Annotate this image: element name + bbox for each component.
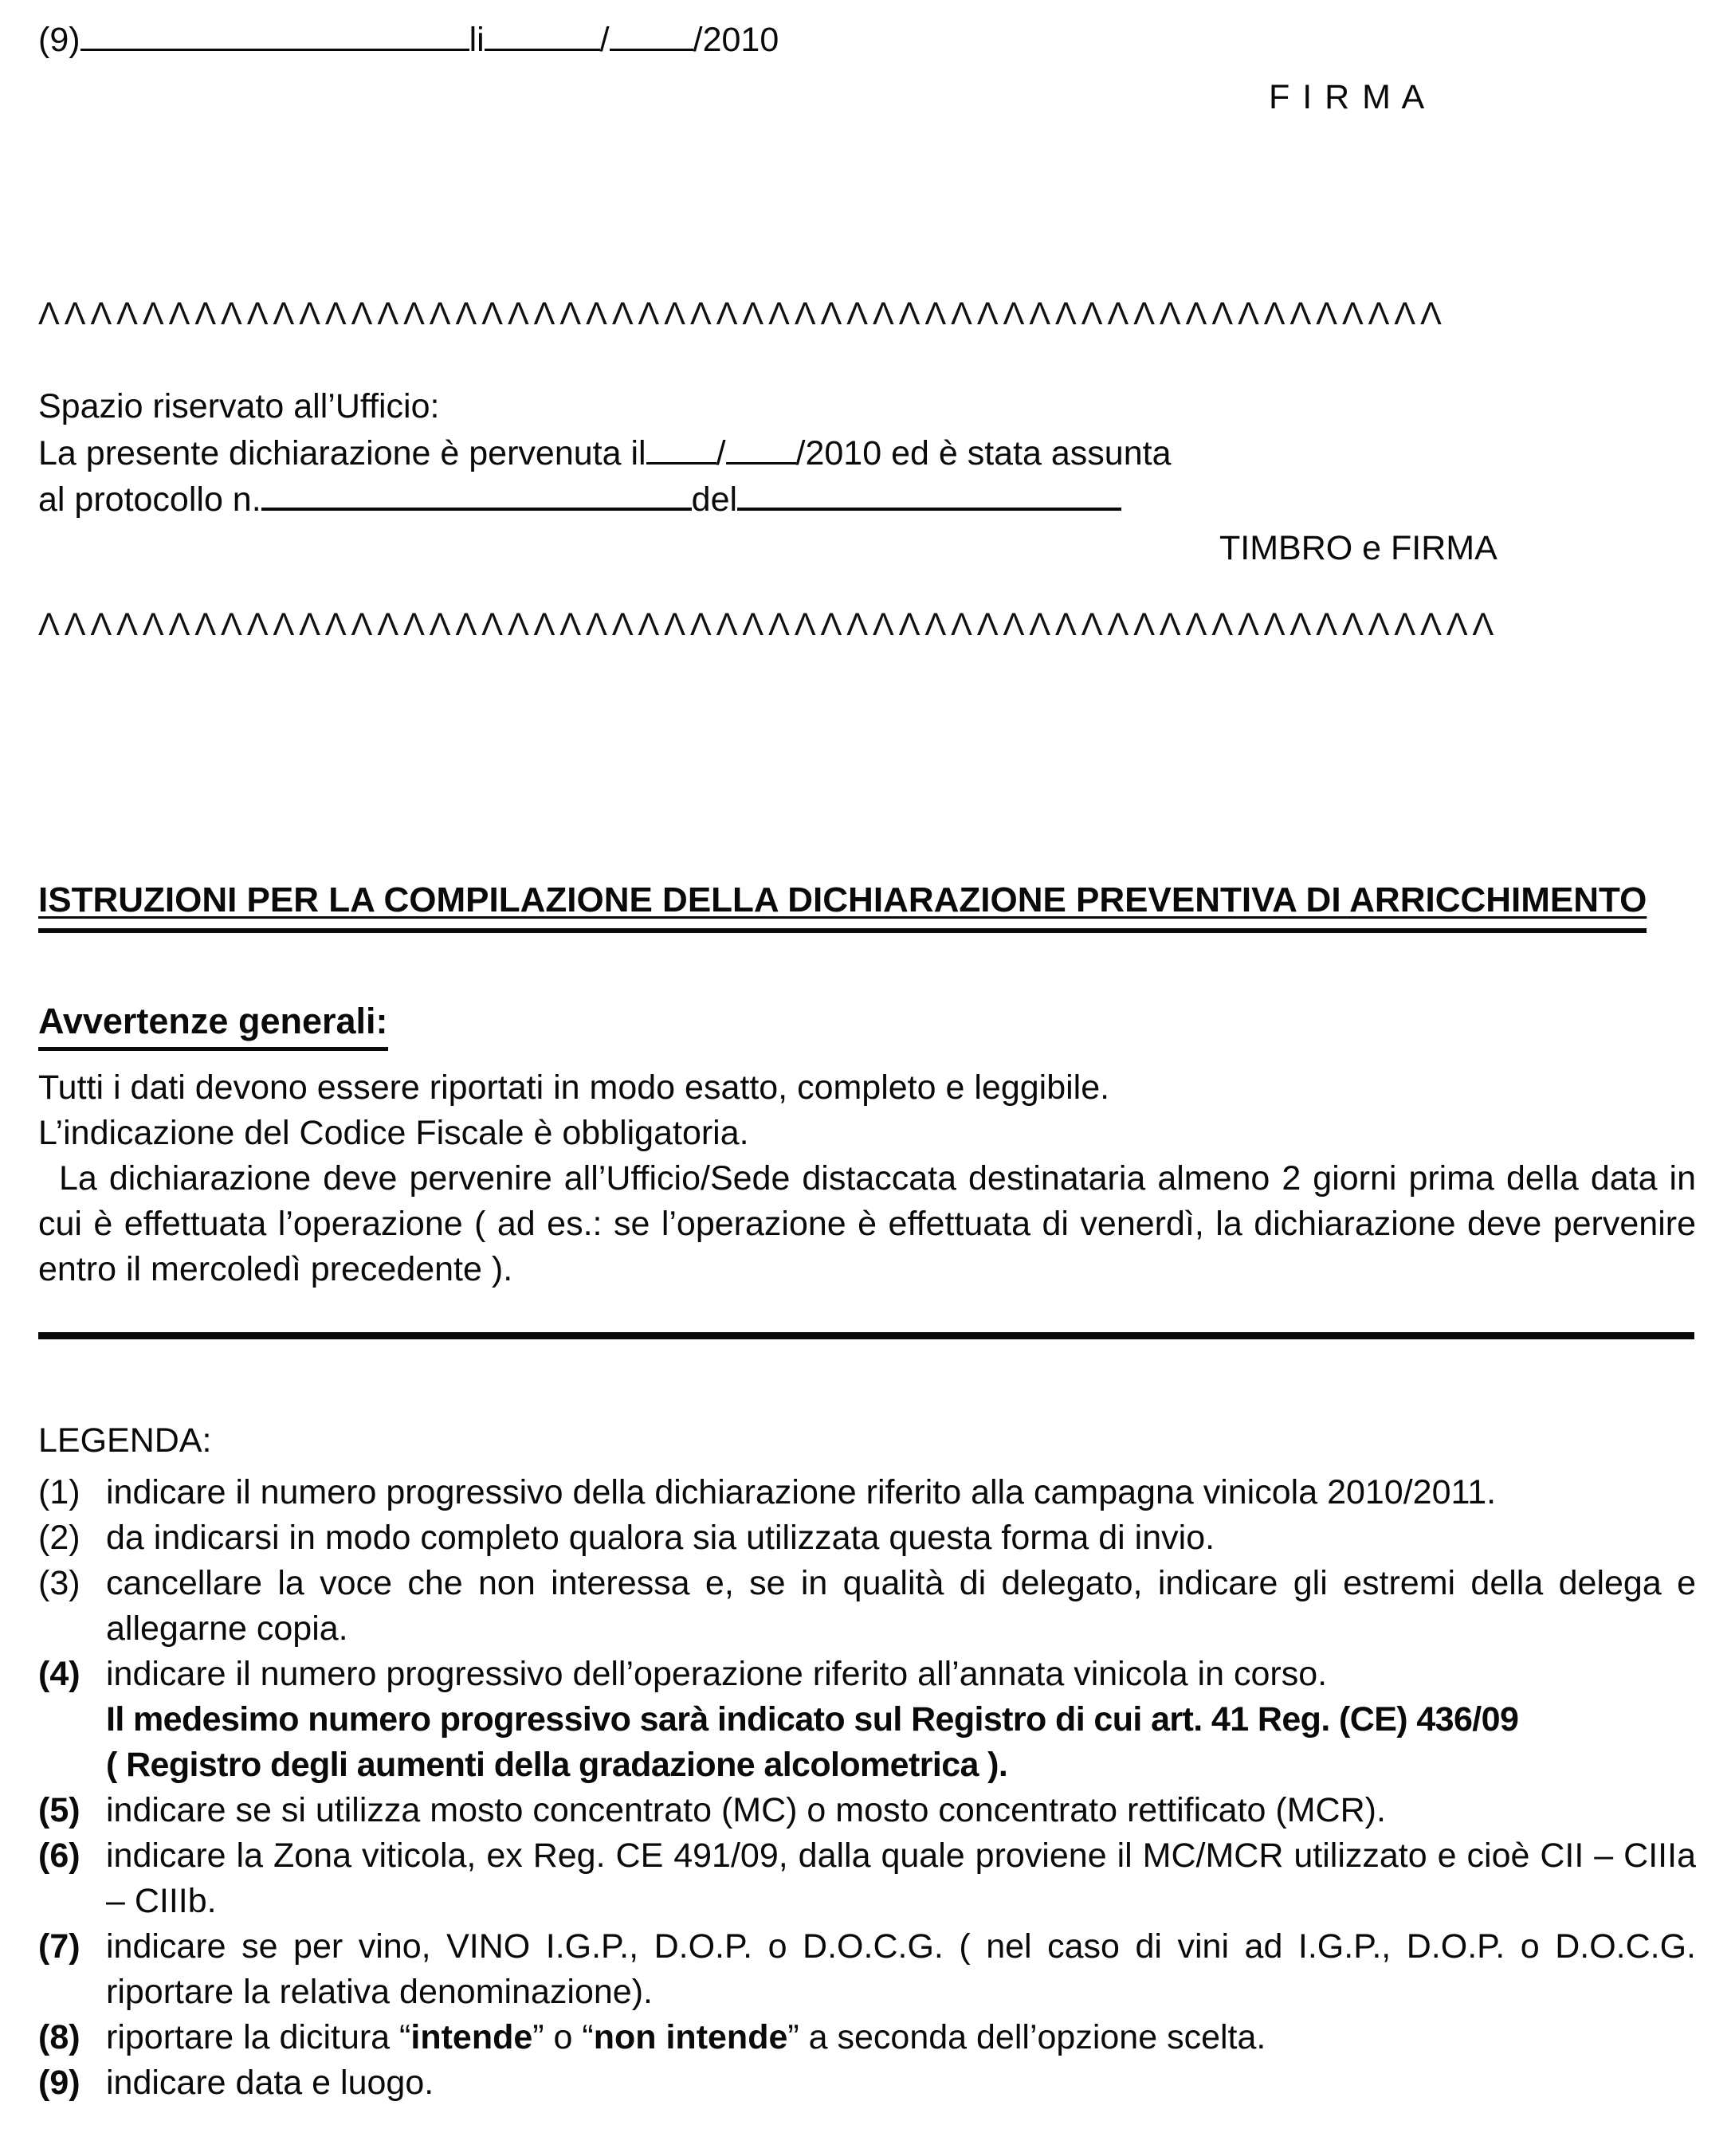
legend-item-4-bold-note-1: Il medesimo numero progressivo sarà indicato sul Registro di cui art. 41 Reg. (CE) 436/09 [106, 1700, 1519, 1739]
footnote-9-marker: (9) [38, 20, 80, 59]
legend-item-4-marker: (4) [38, 1655, 80, 1693]
legend-item-8-seg-3: ” o “ [532, 2018, 594, 2056]
legend-item-8-seg-2-bold: intende [410, 2018, 533, 2056]
received-prefix: La presente dichiarazione è pervenuta il [38, 433, 646, 472]
stamp-signature-label: TIMBRO e FIRMA [1219, 529, 1498, 567]
legend-item-1 [38, 1470, 1696, 1515]
protocol-number-blank [261, 475, 692, 511]
legend-item-4-bold-note-2: ( Registro degli aumenti della gradazione alcolometrica ). [106, 1746, 1008, 1784]
legend-item-7-text: indicare se per vino, VINO I.G.P., D.O.P. o D.O.C.G. ( nel caso di vini ad I.G.P., D.O.P. o D.O.C.G. riportare la relativa denominazione). [106, 1927, 1696, 2011]
caret-separator-bottom: ΛΛΛΛΛΛΛΛΛΛΛΛΛΛΛΛΛΛΛΛΛΛΛΛΛΛΛΛΛΛΛΛΛΛΛΛΛΛΛΛΛΛΛΛΛΛΛΛΛΛΛΛΛΛΛΛ [38, 607, 1499, 642]
caret-separator-top: ΛΛΛΛΛΛΛΛΛΛΛΛΛΛΛΛΛΛΛΛΛΛΛΛΛΛΛΛΛΛΛΛΛΛΛΛΛΛΛΛΛΛΛΛΛΛΛΛΛΛΛΛΛΛ [38, 296, 1446, 331]
legend-heading: LEGENDA: [38, 1421, 212, 1460]
legend-item-9 [38, 2060, 1696, 2106]
warnings-heading: Avvertenze generali: [38, 1001, 388, 1051]
legend-item-5-marker: (5) [38, 1791, 80, 1829]
legend-item-6 [38, 1833, 1696, 1924]
warnings-paragraph [38, 1065, 1696, 1292]
place-blank [80, 16, 469, 51]
year-suffix: /2010 [693, 20, 779, 59]
protocol-prefix: al protocollo n. [38, 480, 261, 519]
date-slash: / [599, 20, 610, 59]
month-blank [610, 16, 693, 51]
legend-item-8-seg-4-bold: non intende [593, 2018, 788, 2056]
legend-item-6-marker: (6) [38, 1837, 80, 1875]
legend-item-3-text: cancellare la voce che non interessa e, se in qualità di delegato, indicare gli estremi della delega e allegarne copia. [106, 1564, 1696, 1648]
date-place-line [38, 16, 779, 63]
office-received-line [38, 429, 1172, 476]
legend-item-2 [38, 1515, 1696, 1561]
legend-item-8-marker: (8) [38, 2018, 80, 2056]
office-protocol-line [38, 475, 1121, 523]
legend-item-8 [38, 2015, 1696, 2060]
legend-item-4-text: indicare il numero progressivo dell’operazione riferito all’annata vinicola in corso. [106, 1655, 1328, 1693]
office-section-title: Spazio riservato all’Ufficio: [38, 387, 440, 425]
legend-item-7 [38, 1924, 1696, 2015]
protocol-del-label: del [691, 480, 738, 519]
legend-item-7-marker: (7) [38, 1927, 80, 1966]
received-suffix: ed è stata assunta [891, 433, 1172, 472]
legend-item-4 [38, 1652, 1696, 1788]
legend-item-3-marker: (3) [38, 1564, 80, 1602]
li-label: li [469, 20, 485, 59]
legend-item-8-seg-1: riportare la dicitura “ [106, 2018, 411, 2056]
warnings-line-1: Tutti i dati devono essere riportati in modo esatto, completo e leggibile. [38, 1068, 1110, 1107]
legend-item-5-text: indicare se si utilizza mosto concentrato (MC) o mosto concentrato rettificato (MCR). [106, 1791, 1386, 1829]
day-blank [485, 16, 600, 51]
legend-item-9-marker: (9) [38, 2064, 80, 2102]
protocol-date-blank [737, 475, 1121, 511]
legend-item-6-text: indicare la Zona viticola, ex Reg. CE 491/09, dalla quale proviene il MC/MCR utilizzato e cioè CII – CIIIa – CIIIb. [106, 1837, 1696, 1920]
legend-item-2-text: da indicarsi in modo completo qualora sia utilizzata questa forma di invio. [106, 1519, 1215, 1557]
received-day-blank [646, 429, 716, 465]
legend-item-9-text: indicare data e luogo. [106, 2064, 434, 2102]
firma-label: F I R M A [1269, 78, 1427, 116]
warnings-line-2: L’indicazione del Codice Fiscale è obbligatoria. [38, 1114, 749, 1152]
received-year: /2010 [795, 433, 882, 472]
received-slash: / [716, 433, 726, 472]
legend-item-2-marker: (2) [38, 1519, 80, 1557]
instructions-title: ISTRUZIONI PER LA COMPILAZIONE DELLA DICHIARAZIONE PREVENTIVA DI ARRICCHIMENTO [38, 880, 1647, 933]
received-month-blank [726, 429, 796, 465]
legend-item-8-seg-5: ” a seconda dell’opzione scelta. [787, 2018, 1266, 2056]
legend-item-1-marker: (1) [38, 1473, 80, 1511]
warnings-line-3: La dichiarazione deve pervenire all’Ufficio/Sede distaccata destinataria almeno 2 giorni prima della data in cui è effettuata l’operazione ( ad es.: se l’operazione è effettuata di venerdì, la dichiarazione deve pervenire entro il mercoledì precedente ). [38, 1159, 1696, 1288]
legend-list [38, 1470, 1696, 2106]
legend-item-3 [38, 1561, 1696, 1652]
section-divider-rule [38, 1332, 1694, 1339]
legend-item-1-text: indicare il numero progressivo della dichiarazione riferito alla campagna vinicola 2010/2011. [106, 1473, 1497, 1511]
legend-item-5 [38, 1788, 1696, 1833]
